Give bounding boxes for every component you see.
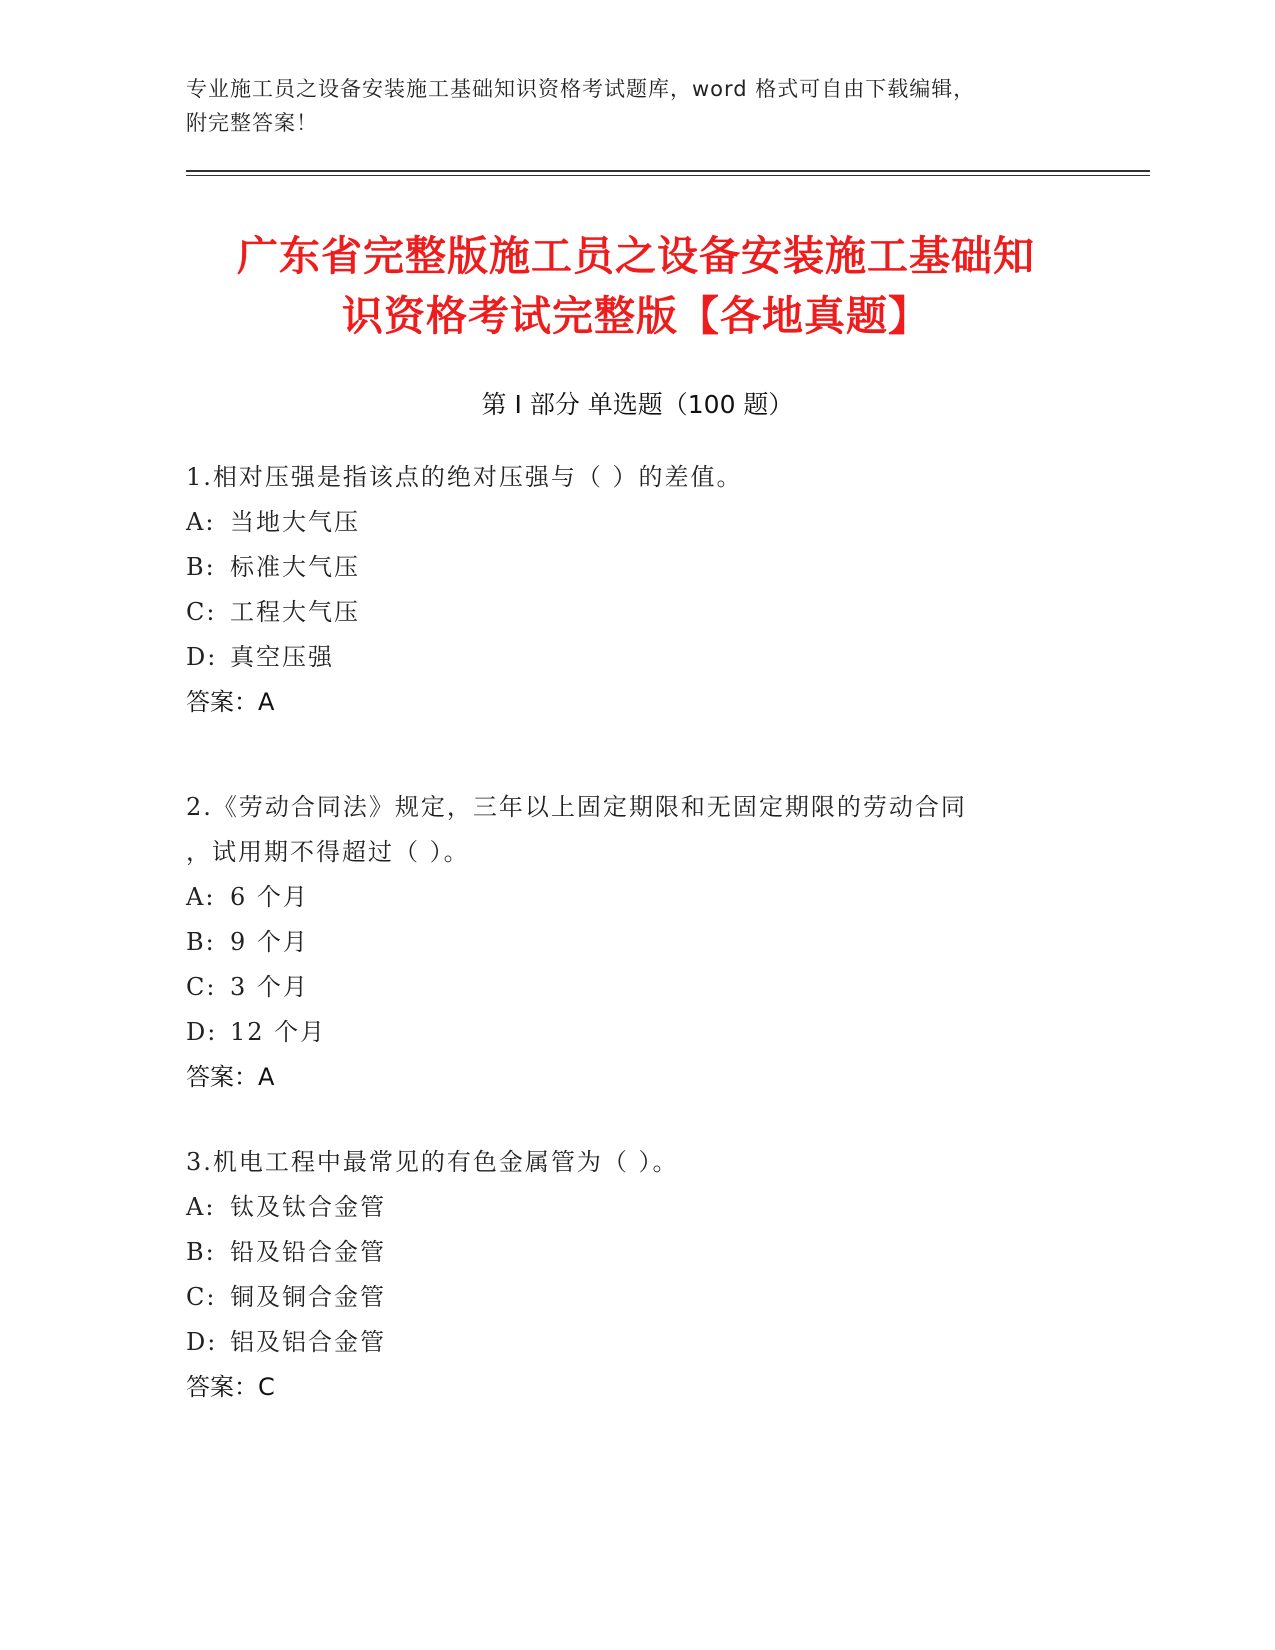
option-c xyxy=(186,965,1086,1010)
answer: 答案：A xyxy=(186,1063,275,1091)
answer: 答案：A xyxy=(186,688,275,716)
option-text: 标准大气压 xyxy=(230,553,360,581)
option-text: 铝及铝合金管 xyxy=(230,1328,386,1356)
option-b xyxy=(186,920,1086,965)
header-note-line-2: 附完整答案！ xyxy=(186,111,318,135)
header-note xyxy=(186,72,1086,140)
document-title xyxy=(186,226,1086,346)
option-text: 铜及铜合金管 xyxy=(230,1283,386,1311)
option-key: D: xyxy=(186,1018,218,1046)
option-key: C: xyxy=(186,1283,217,1311)
question-stem: 3.机电工程中最常见的有色金属管为（ ）。 xyxy=(186,1148,679,1176)
question-1 xyxy=(186,455,1086,725)
header-divider-top xyxy=(186,170,1150,172)
section-heading: 第 I 部分 单选题（100 题） xyxy=(481,390,794,419)
question-3 xyxy=(186,1140,1086,1410)
option-text: 工程大气压 xyxy=(230,598,360,626)
document-title-line-2: 识资格考试完整版【各地真题】 xyxy=(342,292,930,340)
question-stem-line-1: 2.《劳动合同法》规定，三年以上固定期限和无固定期限的劳动合同 xyxy=(186,793,967,821)
option-text: 3 个月 xyxy=(230,973,309,1001)
option-text: 6 个月 xyxy=(230,883,309,911)
option-d xyxy=(186,635,1086,680)
option-d xyxy=(186,1010,1086,1055)
option-key: D: xyxy=(186,1328,218,1356)
document-title-line-1: 广东省完整版施工员之设备安装施工基础知 xyxy=(237,232,1035,280)
option-key: A: xyxy=(186,508,216,536)
option-c xyxy=(186,1275,1086,1320)
option-text: 当地大气压 xyxy=(230,508,360,536)
answer: 答案：C xyxy=(186,1373,275,1401)
option-text: 9 个月 xyxy=(230,928,309,956)
option-text: 真空压强 xyxy=(230,643,334,671)
question-2 xyxy=(186,785,1086,1100)
option-a xyxy=(186,875,1086,920)
option-key: B: xyxy=(186,553,216,581)
option-b xyxy=(186,545,1086,590)
option-a xyxy=(186,500,1086,545)
option-key: B: xyxy=(186,1238,216,1266)
option-key: C: xyxy=(186,598,217,626)
option-a xyxy=(186,1185,1086,1230)
header-divider-bottom xyxy=(186,175,1150,176)
option-text: 铅及铅合金管 xyxy=(230,1238,386,1266)
option-key: D: xyxy=(186,643,218,671)
option-text: 钛及钛合金管 xyxy=(230,1193,386,1221)
option-key: A: xyxy=(186,1193,216,1221)
option-key: B: xyxy=(186,928,216,956)
option-b xyxy=(186,1230,1086,1275)
option-c xyxy=(186,590,1086,635)
question-stem-line-2: ，试用期不得超过（ ）。 xyxy=(186,838,470,866)
question-stem: 1.相对压强是指该点的绝对压强与（ ）的差值。 xyxy=(186,463,743,491)
option-text: 12 个月 xyxy=(230,1018,327,1046)
option-key: A: xyxy=(186,883,216,911)
header-note-line-1: 专业施工员之设备安装施工基础知识资格考试题库，word 格式可自由下载编辑， xyxy=(186,77,976,101)
option-key: C: xyxy=(186,973,217,1001)
option-d xyxy=(186,1320,1086,1365)
